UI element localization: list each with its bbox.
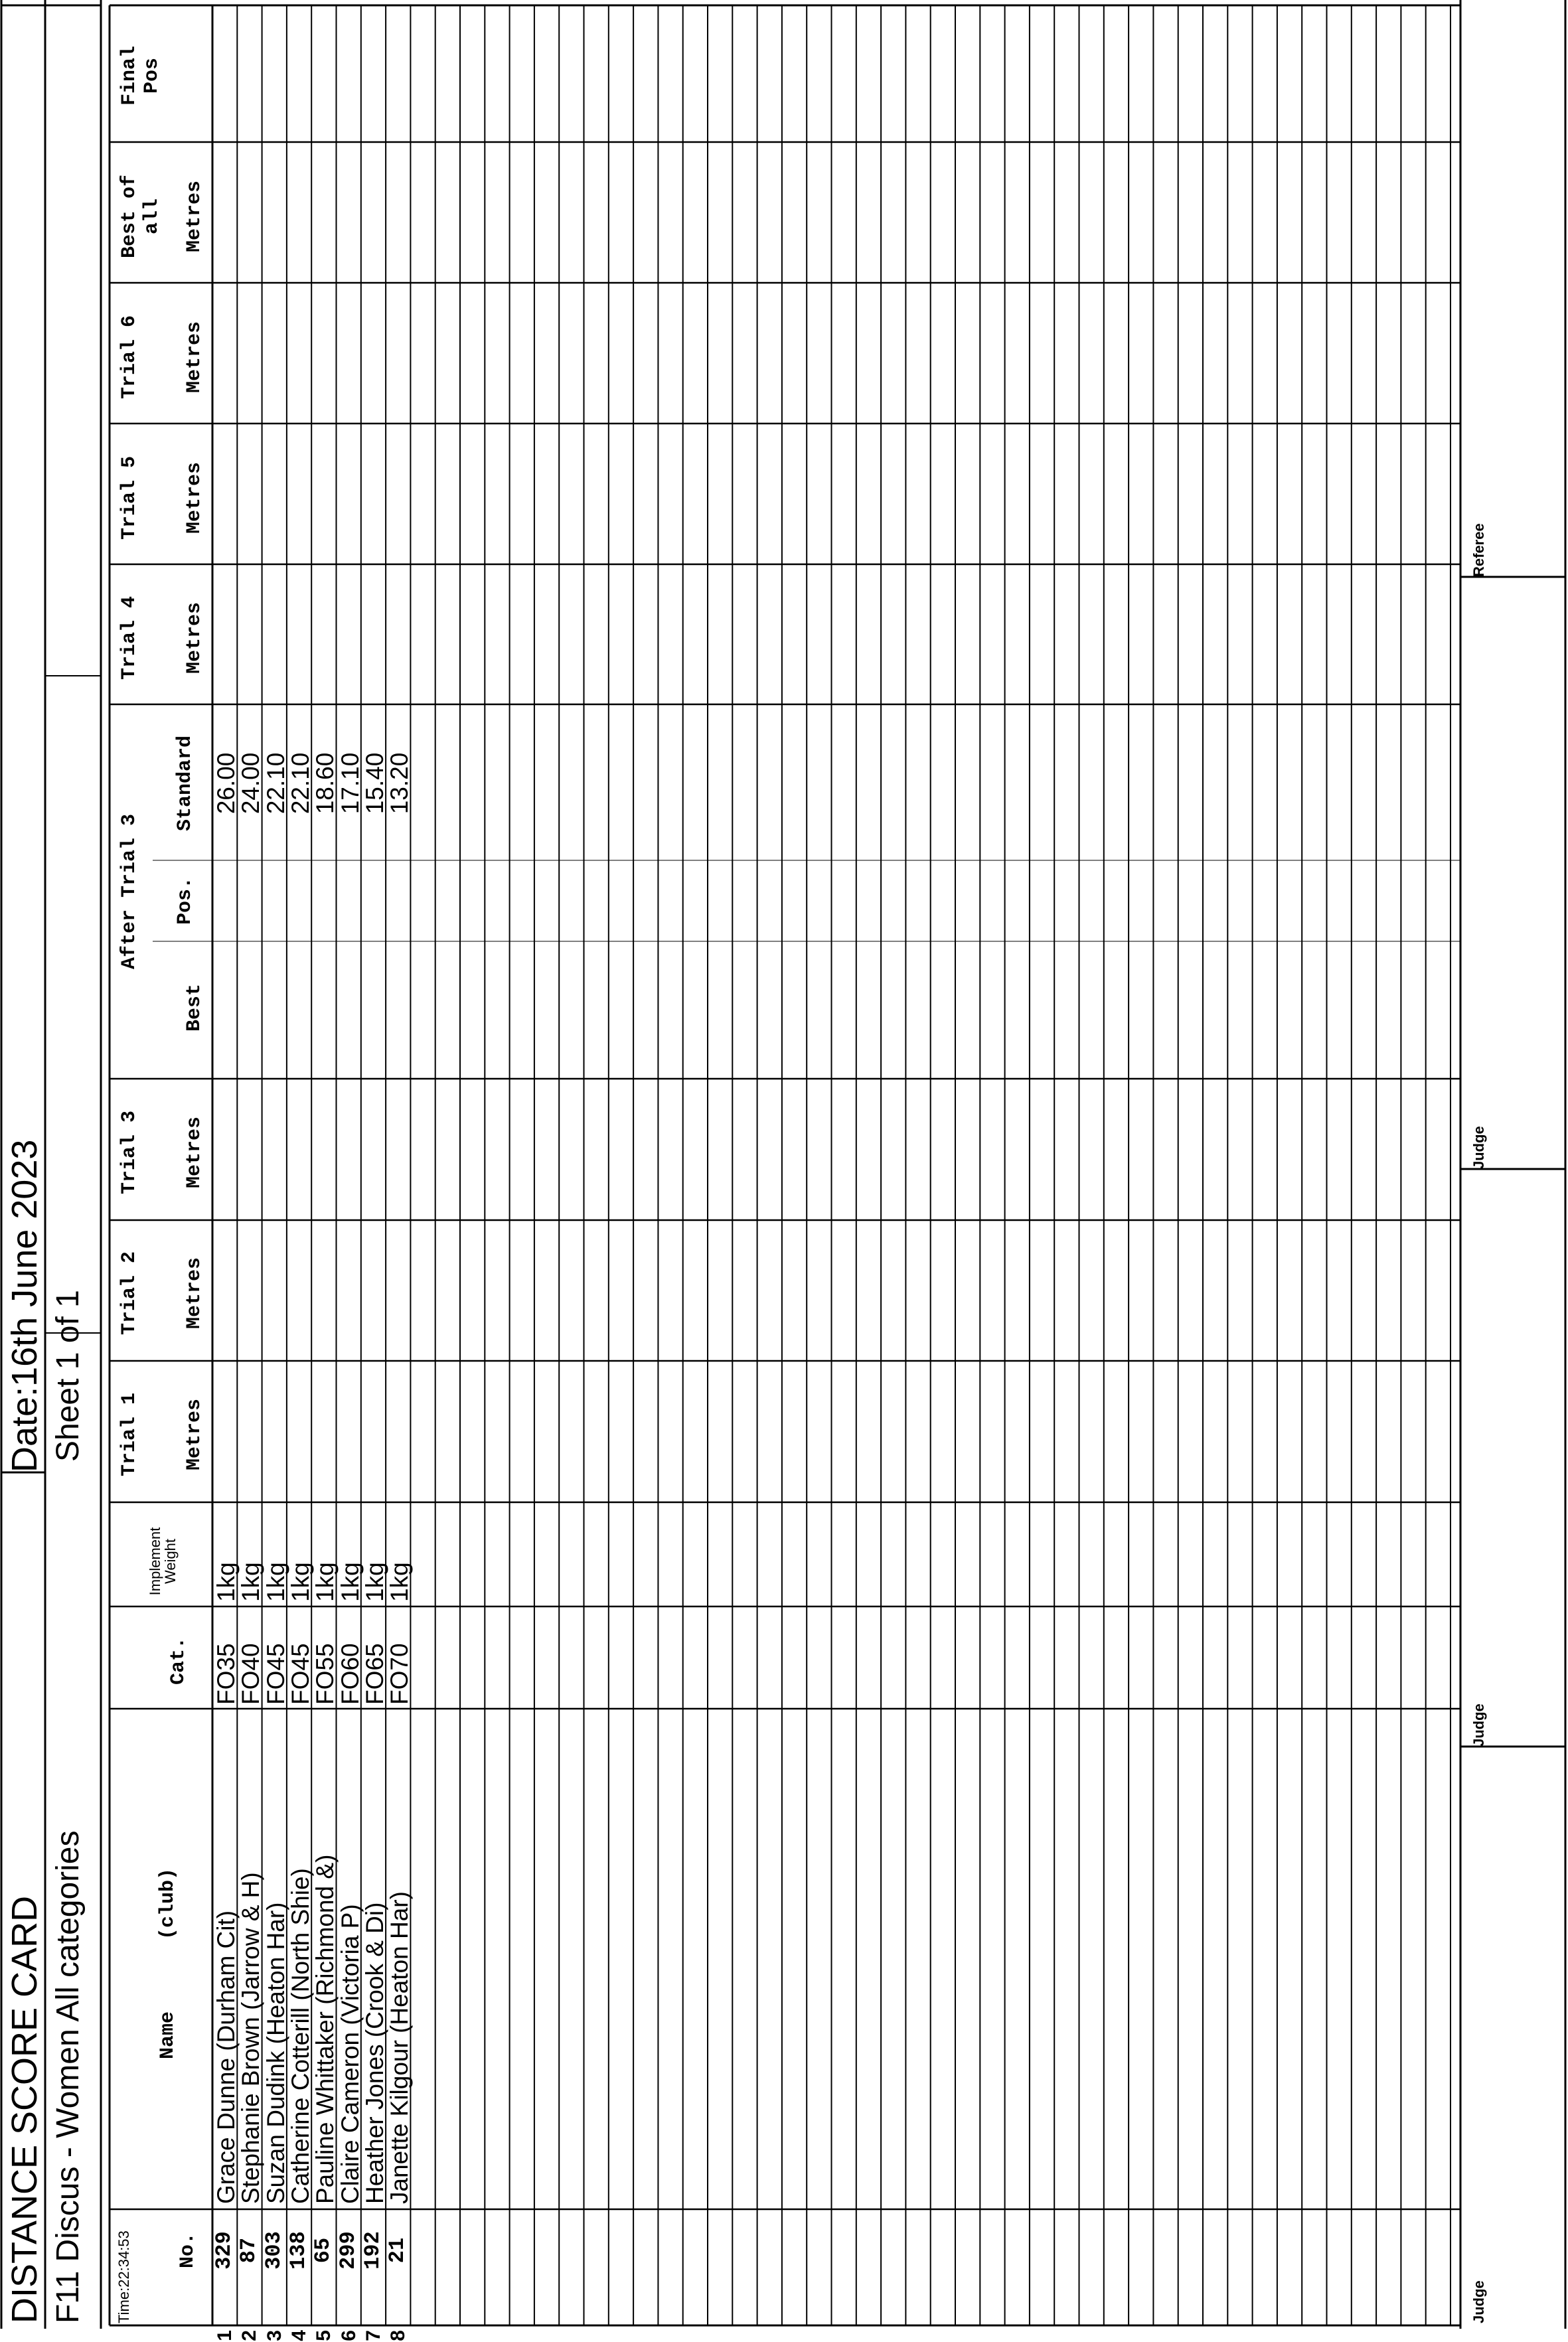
col-after-standard-header: Standard — [174, 735, 196, 832]
judge-signature-label-1: Judge — [1470, 2280, 1487, 2323]
col-best-of-all-header-2: all — [141, 198, 163, 235]
col-no-header: No. — [177, 2232, 199, 2269]
col-best-of-all-unit: Metres — [183, 180, 206, 253]
athlete-number: 65 — [311, 2237, 336, 2264]
implement-weight: 1kg — [237, 1562, 265, 1602]
athlete-number: 192 — [360, 2231, 385, 2270]
athlete-category: FO60 — [336, 1643, 364, 1705]
athlete-number: 87 — [236, 2237, 262, 2264]
athlete-name: Catherine Cotterill (North Shie) — [286, 1868, 314, 2204]
standard-value: 26.00 — [212, 752, 240, 815]
athlete-category: FO35 — [212, 1643, 240, 1705]
implement-weight: 1kg — [262, 1562, 289, 1602]
row-index: 3 — [263, 2330, 285, 2341]
athlete-number: 329 — [212, 2231, 236, 2270]
implement-weight: 1kg — [311, 1562, 339, 1602]
athlete-category: FO40 — [237, 1643, 265, 1705]
col-final-pos-header-2: Pos — [141, 58, 163, 94]
athlete-name: Heather Jones (Crook & Di) — [360, 1902, 388, 2204]
row-index: 7 — [362, 2330, 384, 2341]
col-trial1-header: Trial 1 — [118, 1392, 141, 1477]
standard-value: 22.10 — [286, 752, 314, 815]
standard-value: 24.00 — [237, 752, 265, 815]
athlete-name: Stephanie Brown (Jarrow & H) — [237, 1872, 265, 2204]
implement-weight: 1kg — [336, 1562, 364, 1602]
athlete-name: Claire Cameron (Victoria P) — [336, 1904, 364, 2204]
judge-signature-label-3: Judge — [1470, 1126, 1487, 1169]
athlete-category: FO70 — [386, 1643, 414, 1705]
col-trial4-header: Trial 4 — [118, 595, 141, 680]
col-trial5-unit: Metres — [183, 461, 206, 534]
col-after-best-header: Best — [183, 984, 206, 1032]
implement-weight: 1kg — [286, 1562, 314, 1602]
athlete-name: Pauline Whittaker (Richmond &) — [311, 1854, 339, 2204]
athlete-number: 299 — [335, 2231, 360, 2270]
col-name-header: Name (club) — [157, 1867, 179, 2060]
row-index: 4 — [287, 2330, 310, 2341]
col-after-pos-header: Pos. — [174, 877, 196, 925]
judge-signature-label-2: Judge — [1470, 1703, 1487, 1747]
row-index: 2 — [238, 2330, 261, 2341]
athlete-number: 303 — [261, 2231, 286, 2270]
event-title: F11 Discus - Women All categories — [50, 1830, 86, 2323]
col-trial3-header: Trial 3 — [118, 1110, 141, 1195]
col-trial3-unit: Metres — [183, 1116, 206, 1189]
row-index: 1 — [214, 2330, 236, 2341]
athlete-category: FO45 — [262, 1643, 289, 1705]
row-index: 8 — [387, 2330, 410, 2341]
standard-value: 13.20 — [386, 752, 414, 815]
col-trial2-header: Trial 2 — [118, 1251, 141, 1336]
col-implement-header: Implement Weight — [147, 1527, 179, 1596]
implement-weight: 1kg — [212, 1562, 240, 1602]
athlete-category: FO65 — [360, 1643, 388, 1705]
col-after-trial3-header: After Trial 3 — [118, 813, 141, 970]
standard-value: 17.10 — [336, 752, 364, 815]
athlete-name: Suzan Dudink (Heaton Har) — [262, 1902, 289, 2204]
athlete-number: 21 — [385, 2237, 410, 2264]
print-time: Time:22:34:53 — [116, 2230, 132, 2323]
athlete-number: 138 — [285, 2231, 311, 2270]
athlete-name: Grace Dunne (Durham Cit) — [212, 1910, 240, 2204]
implement-weight: 1kg — [386, 1562, 414, 1602]
col-trial1-unit: Metres — [183, 1398, 206, 1471]
col-best-of-all-header-1: Best of — [118, 174, 141, 259]
col-trial5-header: Trial 5 — [118, 455, 141, 540]
card-date: Date:16th June 2023 — [5, 1139, 44, 1472]
col-trial6-unit: Metres — [183, 321, 206, 394]
row-index: 5 — [313, 2330, 335, 2341]
athlete-name: Janette Kilgour (Heaton Har) — [386, 1891, 414, 2204]
row-index: 6 — [337, 2330, 360, 2341]
card-title: DISTANCE SCORE CARD — [5, 1895, 44, 2323]
sheet-number: Sheet 1 of 1 — [50, 1290, 86, 1462]
standard-value: 22.10 — [262, 752, 289, 815]
athlete-category: FO55 — [311, 1643, 339, 1705]
standard-value: 18.60 — [311, 752, 339, 815]
col-cat-header: Cat. — [167, 1637, 190, 1685]
col-trial4-unit: Metres — [183, 601, 206, 674]
referee-signature-label: Referee — [1470, 523, 1487, 577]
col-trial2-unit: Metres — [183, 1257, 206, 1330]
implement-weight: 1kg — [360, 1562, 388, 1602]
standard-value: 15.40 — [360, 752, 388, 815]
col-final-pos-header-1: Final — [118, 46, 141, 106]
col-trial6-header: Trial 6 — [118, 315, 141, 400]
athlete-category: FO45 — [286, 1643, 314, 1705]
